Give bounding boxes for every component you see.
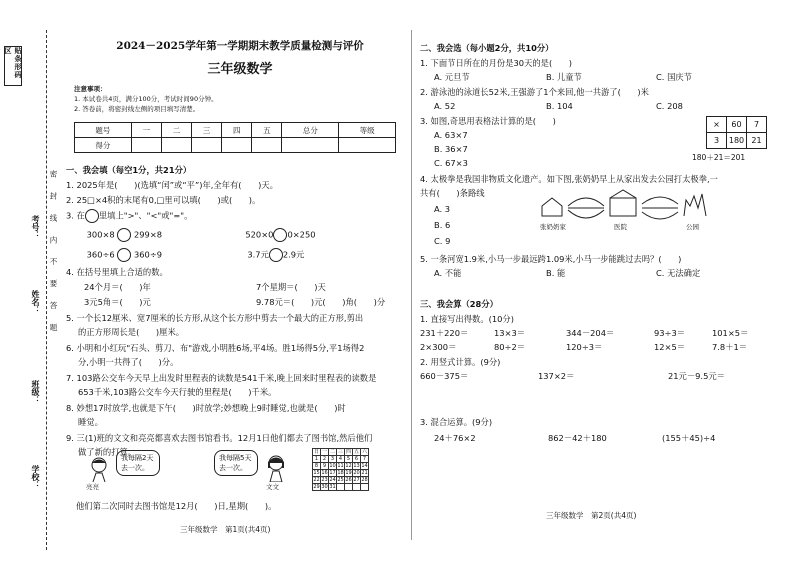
liangliang-figure <box>84 456 114 482</box>
wenwen-name: 文文 <box>266 483 279 491</box>
section-choose: 二、我会选（每小题2分，共10分） 1. 下面节日所在的月份是30天的是( ) A. 元旦节 B. 儿童节 C. 国庆节 2. 游泳池的泳道长52米,王强游了1个来回,他一共游了( )米 A. 52 B. 104 C. 208 3. 如图,奇思用表格法计算的是( ) A. 63×7 B. 36×7 C. 67×3 4. 太极拳是我国非物质文化遗产。如下图,张奶奶早上从家出发去公园打太极拳,一 共有( )条路线 A. 3 B. 6 C. 9 5. 一条河宽1.9米,小马一步最远跨1.09米,小马一步能跳过去吗？( ) A. 不能 B. 能 C. 无法确定 <box>420 43 718 278</box>
liangliang-name: 亮亮 <box>86 483 99 491</box>
speech-bubble-liangliang: 我每隔2天去一次。 <box>116 450 160 476</box>
page-footer-2: 三年级数学 第2页(共4页) <box>546 511 637 520</box>
multiplication-grid: × 60 7 3 180 21 <box>706 116 767 149</box>
wenwen-figure <box>262 454 290 482</box>
exam-number-label: 考号： <box>31 215 40 239</box>
notes: 注意事项： 1. 本试卷共4页，满分100分，考试时间90分钟。 2. 答卷前，将密封线左侧的项目填写清楚。 <box>74 85 218 113</box>
name-label: 姓名： <box>31 290 40 314</box>
section-fill: 一、我会填（每空1分，共21分） 1. 2025年是( )(选填“闰”或“平”)年,全年有( )天。 2. 25□×4积的末尾有0,□里可以填( )或( )。 3. 在 里填上">"、"<"或"="。 300×8 299×8 520×0 0×250 360÷6 360÷9 3.7元 2.9元 4. 在括号里填上合适的数。 24个月＝( )年 7个星期＝( )天 3元5角＝( )元 9.78元＝( )元( )角( )分 5. 一个长12厘米、宽7厘米的长方形,从这个长方形中剪去一个最大的正方形,剪出 的正方形周长是( )厘米。 6. 小明和小红玩"石头、剪刀、布"游戏,小明胜6场,平4场。胜1场得5分,平1场得2 分,小明一共得了( )分。 7. 103路公交车今天早上出发时里程表的读数是541千米,晚上回来时里程表的读数是 653千米,103路公交车今天行驶的里程是( )千米。 8. 妙想17时放学,也就是下午( )时放学;妙想晚上9时睡觉,也就是( )时 睡觉。 9. 三(1)班的文文和亮亮都喜欢去图书馆看书。12月1日他们都去了图书馆,然后他们 做了新的打算。 <box>66 165 386 457</box>
exam-subtitle: 三年级数学 <box>207 62 273 77</box>
class-label: 班级： <box>31 380 40 404</box>
page-divider <box>411 30 412 540</box>
grid-sum: 180＋21＝201 <box>692 153 746 162</box>
compare-circle <box>85 209 99 223</box>
q9-answer: 他们第二次同时去图书馆是12月( )日,星期( )。 <box>76 501 277 511</box>
barcode-area: 贴条形码区 <box>4 46 22 86</box>
school-label: 学校： <box>31 465 40 489</box>
page-footer-1: 三年级数学 第1页(共4页) <box>180 525 271 534</box>
seal-line <box>46 30 47 550</box>
mixed-ops: 3. 混合运算。(9分) 24＋76×2 862－42＋180 (155＋45)÷4 <box>420 417 716 443</box>
exam-title: 2024－2025学年第一学期期末教学质量检测与评价 <box>116 40 364 52</box>
seal-text: 密 封 线 内 不 要 答 题 <box>49 170 58 337</box>
score-table: 题号 一 二 三 四 五 总分 等级 得分 <box>74 122 396 153</box>
december-calendar: 日 一 二 三 四 五 六 1 2 3 4 5 6 7 8 9 10 11 12 13 14 15 16 17 18 19 20 21 22 23 24 25 26 27 28 29 30 31 <box>313 449 368 490</box>
route-map: 张奶奶家 医院 公园 <box>540 186 720 234</box>
section-calc: 三、我会算（28分） 1. 直接写出得数。(10分) 231＋220＝ 13×3＝ 344－204＝ 93÷3＝ 101×5＝ 2×300＝ 80÷2＝ 120÷3＝ 12×5＝ 7.8＋1＝ 2. 用竖式计算。(9分) 660－375＝ 137×2＝ 21元－9.5元＝ <box>420 299 749 381</box>
speech-bubble-wenwen: 我每隔5天去一次。 <box>214 450 258 476</box>
